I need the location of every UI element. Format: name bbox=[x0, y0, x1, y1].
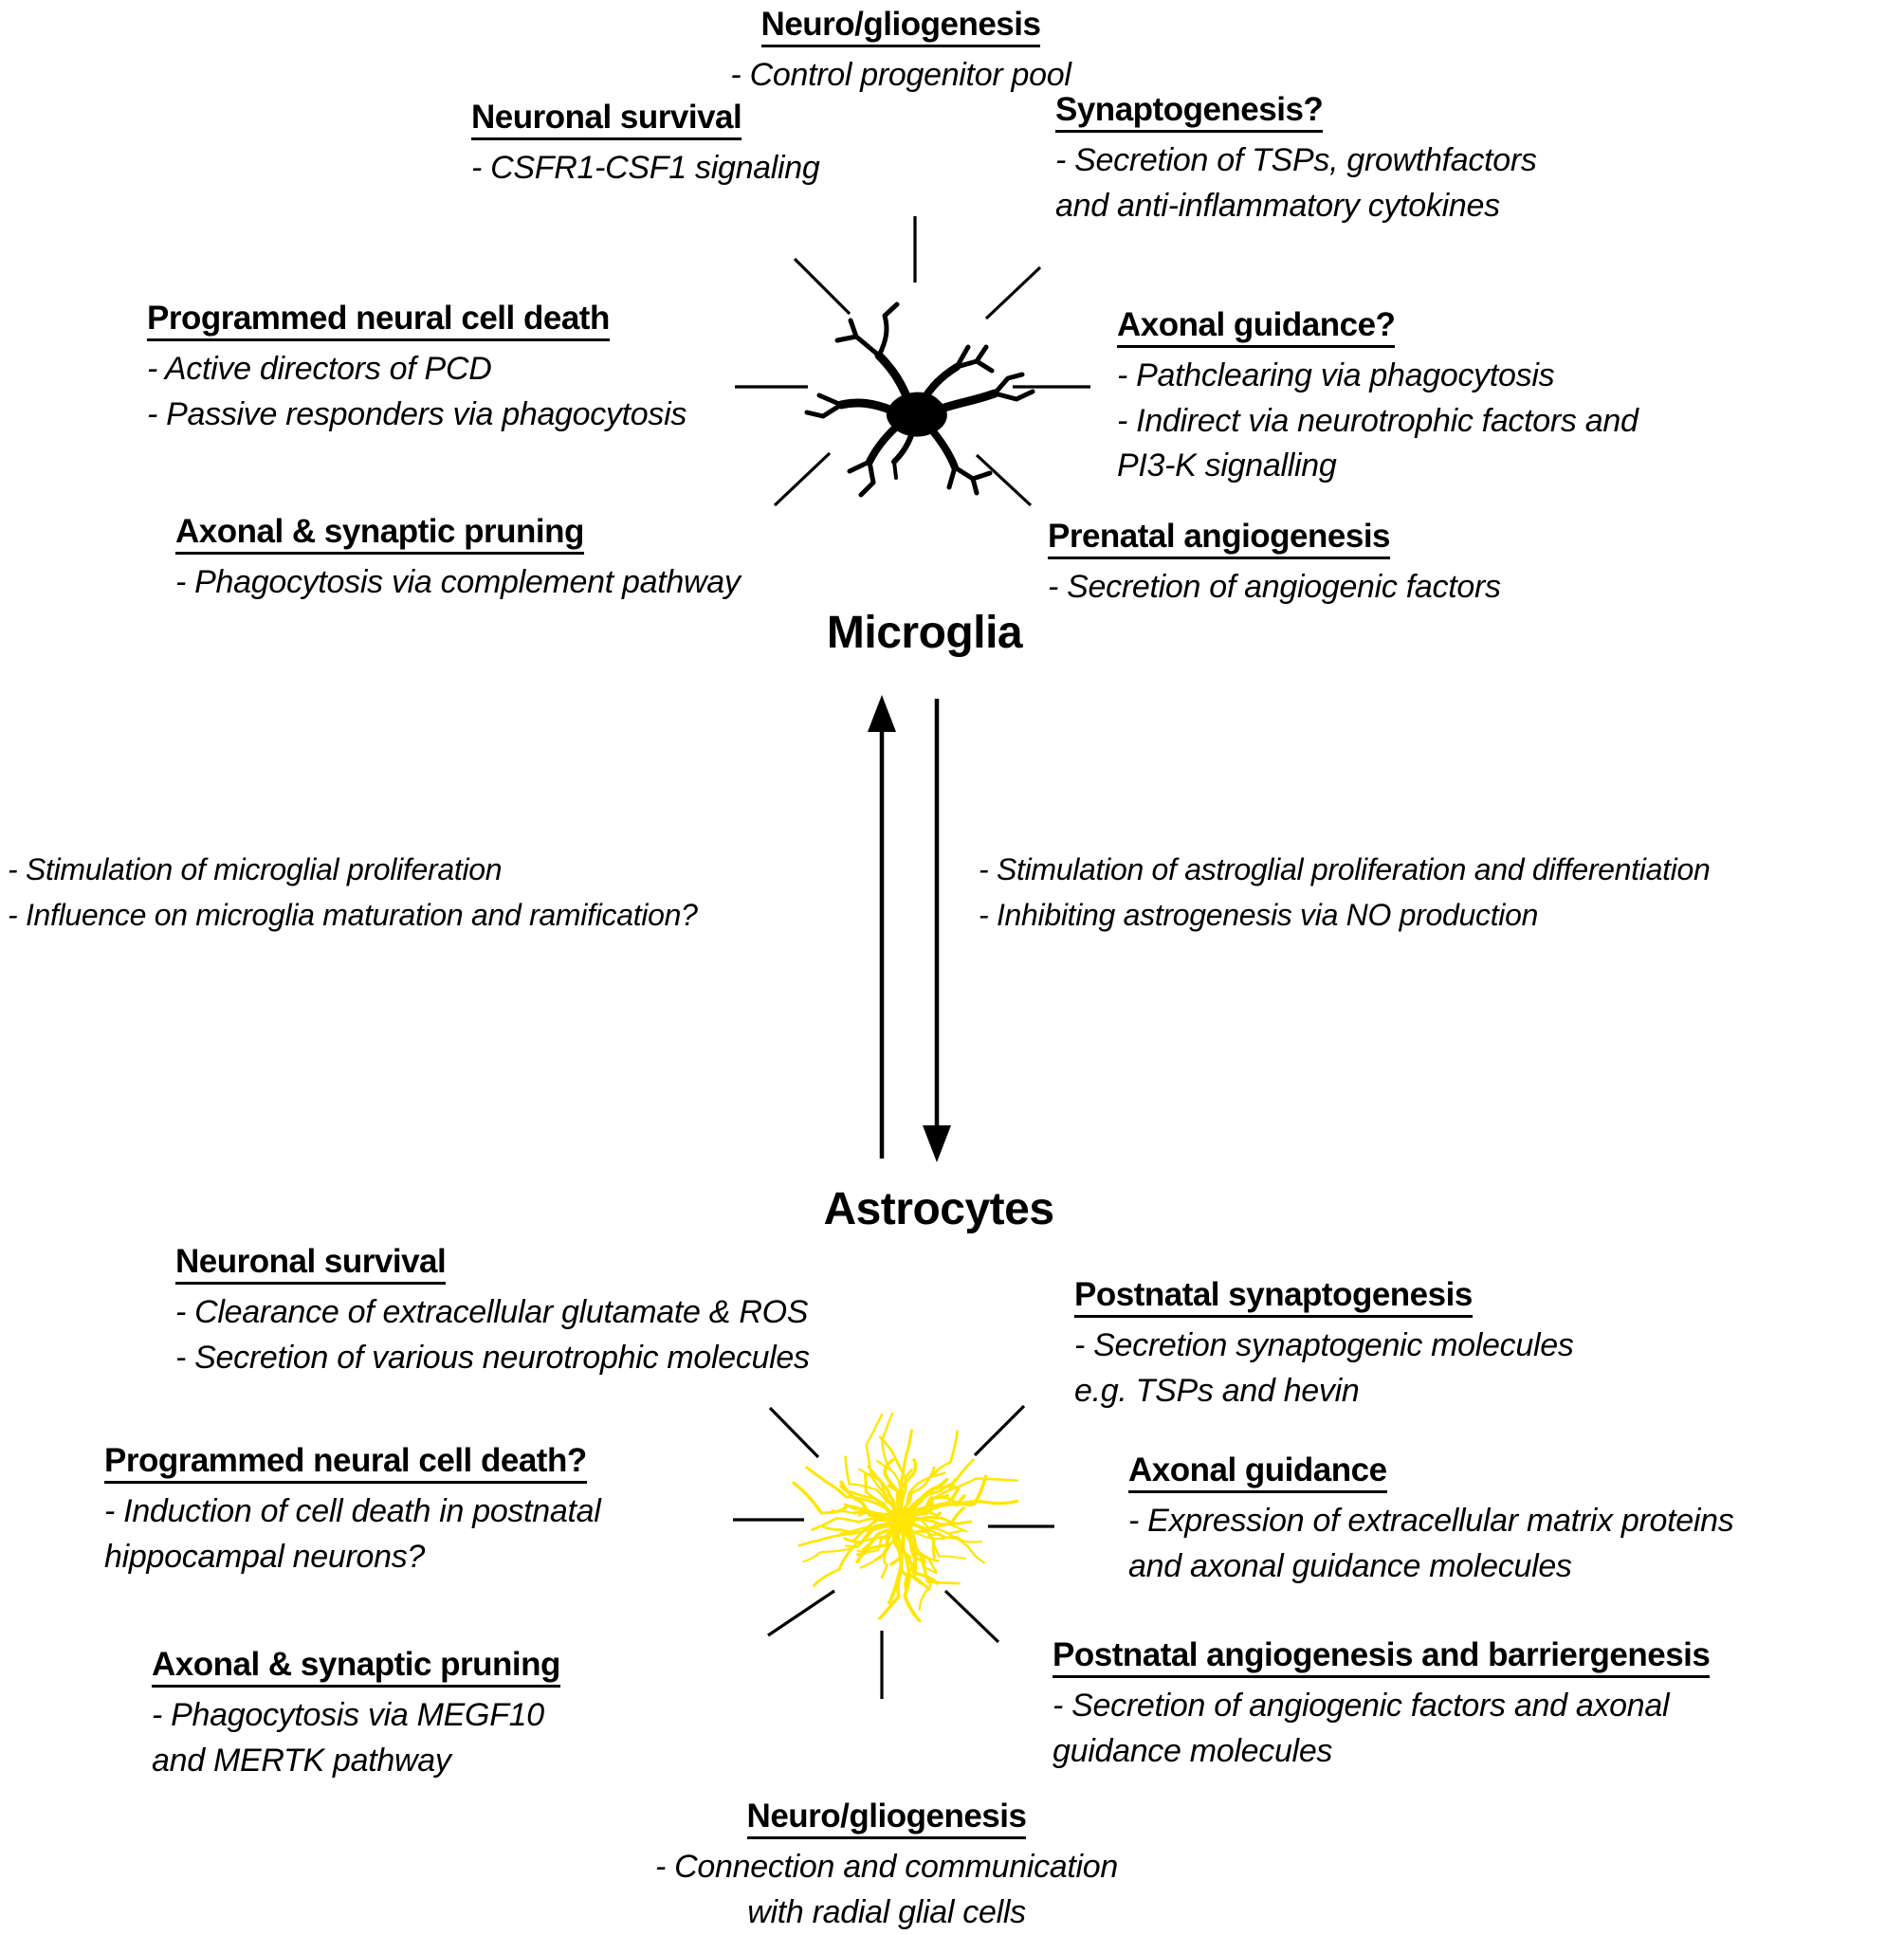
ray-line bbox=[945, 1591, 998, 1642]
block-line: - Secretion of various neurotrophic molecules bbox=[175, 1339, 810, 1376]
interaction-line: - Stimulation of astroglial proliferation and differentiation bbox=[979, 852, 1711, 886]
microglia-pcd-block bbox=[147, 300, 687, 437]
block-heading: Programmed neural cell death bbox=[147, 300, 610, 341]
block-line: and anti-inflammatory cytokines bbox=[1055, 187, 1500, 224]
block-line: - Connection and communication bbox=[654, 1849, 1119, 1886]
block-heading: Neuronal survival bbox=[175, 1243, 446, 1285]
interaction-line: - Inhibiting astrogenesis via NO production bbox=[979, 898, 1539, 932]
block-line: and axonal guidance molecules bbox=[1128, 1547, 1572, 1584]
microglia-cell-icon bbox=[763, 270, 1067, 555]
block-line: - Secretion synaptogenic molecules bbox=[1074, 1327, 1574, 1364]
astrocyte-rays bbox=[733, 1406, 1054, 1699]
block-line: - Indirect via neurotrophic factors and bbox=[1117, 402, 1639, 439]
ray-line bbox=[775, 453, 830, 505]
block-line: - Secretion of angiogenic factors and axonal bbox=[1053, 1688, 1670, 1725]
arrowhead-down-icon bbox=[923, 1125, 951, 1162]
block-heading: Postnatal angiogenesis and barriergenesis bbox=[1053, 1636, 1710, 1678]
ray-line bbox=[770, 1408, 818, 1457]
astrocyte-synaptogenesis-block bbox=[1074, 1276, 1574, 1414]
block-heading: Axonal & synaptic pruning bbox=[152, 1646, 560, 1688]
block-heading: Prenatal angiogenesis bbox=[1048, 518, 1390, 559]
astro-to-micro-arrow bbox=[868, 695, 896, 1159]
block-heading: Neuro/gliogenesis bbox=[761, 6, 1041, 47]
astrocyte-pruning-block bbox=[152, 1646, 560, 1783]
block-line: - Secretion of angiogenic factors bbox=[1048, 569, 1501, 606]
ray-line bbox=[977, 455, 1031, 505]
block-line: and MERTK pathway bbox=[152, 1742, 451, 1779]
block-line: e.g. TSPs and hevin bbox=[1074, 1372, 1360, 1409]
block-line: - Active directors of PCD bbox=[147, 351, 492, 388]
block-line: - Passive responders via phagocytosis bbox=[147, 395, 687, 432]
astrocyte-neurogliogenesis-block bbox=[517, 1798, 1256, 1935]
interaction-line: - Influence on microglia maturation and ramification? bbox=[8, 898, 698, 932]
block-heading: Axonal guidance bbox=[1128, 1451, 1387, 1493]
block-heading: Synaptogenesis? bbox=[1055, 91, 1323, 133]
block-line: - Pathclearing via phagocytosis bbox=[1117, 357, 1555, 394]
microglia-synaptogenesis-block bbox=[1055, 91, 1537, 228]
block-heading: Programmed neural cell death? bbox=[104, 1442, 587, 1484]
ray-line bbox=[795, 259, 850, 314]
microglia-rays bbox=[735, 216, 1090, 505]
micro-to-astro-effects bbox=[979, 847, 1710, 938]
astro-to-micro-effects bbox=[8, 847, 698, 938]
arrowhead-up-icon bbox=[868, 695, 896, 732]
block-heading: Axonal guidance? bbox=[1117, 306, 1395, 348]
ray-line bbox=[768, 1591, 834, 1635]
microglia-title: Microglia bbox=[826, 608, 1023, 658]
block-line: - Induction of cell death in postnatal bbox=[104, 1493, 601, 1530]
block-line: - Secretion of TSPs, growthfactors bbox=[1055, 142, 1537, 179]
astrocyte-neuronal-survival-block bbox=[175, 1243, 810, 1380]
microglia-neurogliogenesis-block bbox=[436, 6, 1365, 99]
microglia-pruning-block bbox=[175, 513, 741, 606]
astrocytes-title: Astrocytes bbox=[823, 1184, 1054, 1234]
block-line: guidance molecules bbox=[1053, 1732, 1333, 1769]
block-line: - CSFR1-CSF1 signaling bbox=[471, 150, 820, 187]
block-heading: Postnatal synaptogenesis bbox=[1074, 1276, 1473, 1318]
astrocyte-cell-icon bbox=[759, 1392, 1043, 1648]
block-line: - Clearance of extracellular glutamate & ROS bbox=[175, 1294, 809, 1331]
block-heading: Neuro/gliogenesis bbox=[747, 1798, 1027, 1839]
block-line: - Phagocytosis via complement pathway bbox=[175, 564, 741, 601]
astrocyte-axonal-guidance-block bbox=[1128, 1451, 1733, 1589]
astrocyte-pcd-block bbox=[104, 1442, 601, 1579]
block-line: - Expression of extracellular matrix proteins bbox=[1128, 1503, 1734, 1540]
astrocyte-angiogenesis-block bbox=[1053, 1636, 1710, 1774]
block-line: hippocampal neurons? bbox=[104, 1538, 426, 1575]
block-line: PI3-K signalling bbox=[1117, 447, 1337, 484]
interaction-line: - Stimulation of microglial proliferation bbox=[8, 852, 503, 886]
microglia-axonal-guidance-block bbox=[1117, 306, 1639, 489]
micro-to-astro-arrow bbox=[923, 699, 951, 1162]
block-heading: Axonal & synaptic pruning bbox=[175, 513, 584, 555]
microglia-neuronal-survival-block bbox=[471, 99, 820, 192]
microglia-angiogenesis-block bbox=[1048, 518, 1501, 611]
block-heading: Neuronal survival bbox=[471, 99, 741, 140]
block-line: - Phagocytosis via MEGF10 bbox=[152, 1697, 544, 1734]
block-line: with radial glial cells bbox=[747, 1893, 1026, 1930]
block-line: - Control progenitor pool bbox=[730, 57, 1071, 94]
ray-line bbox=[986, 267, 1040, 319]
ray-line bbox=[975, 1406, 1024, 1455]
